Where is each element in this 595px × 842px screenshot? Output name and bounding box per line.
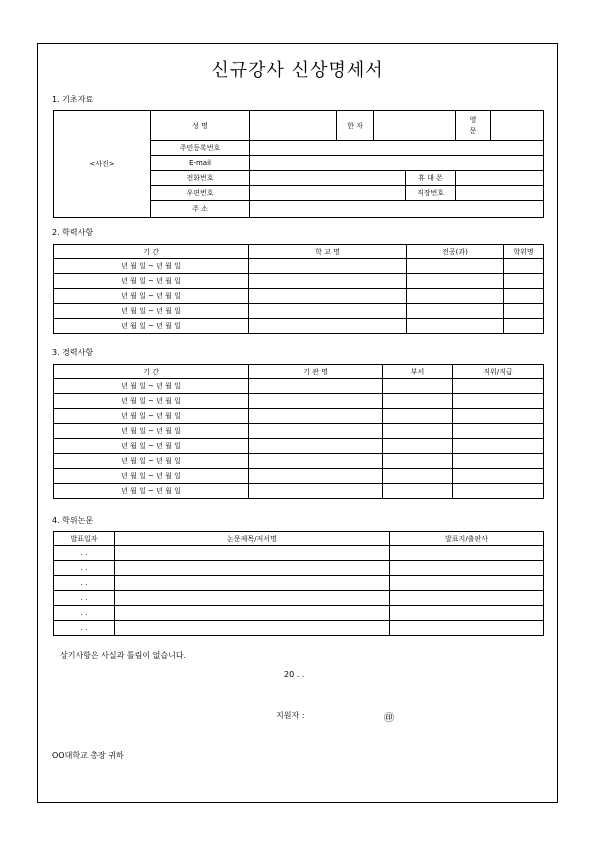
career-row-cell[interactable]: [249, 484, 383, 499]
section-career-heading: 3. 경력사항: [52, 348, 94, 357]
thesis-row-first-cell[interactable]: . .: [54, 621, 115, 636]
postal-field[interactable]: [250, 186, 406, 201]
career-row-cell[interactable]: [383, 439, 453, 454]
education-row-cell[interactable]: [504, 259, 544, 274]
career-row-cell[interactable]: [249, 409, 383, 424]
english-field[interactable]: [491, 111, 544, 141]
education-row: [54, 304, 544, 319]
education-row-cell[interactable]: [249, 274, 407, 289]
career-row: [54, 424, 544, 439]
education-row-cell[interactable]: [504, 319, 544, 334]
career-row-first-cell[interactable]: 년 월 일 ~ 년 월 일: [54, 439, 249, 454]
career-table: [53, 364, 544, 499]
education-row-cell[interactable]: [504, 274, 544, 289]
career-row: [54, 379, 544, 394]
email-field[interactable]: [250, 156, 544, 171]
thesis-row: [54, 591, 544, 606]
career-row-cell[interactable]: [453, 469, 544, 484]
education-row-cell[interactable]: [407, 274, 504, 289]
career-row-cell[interactable]: [383, 469, 453, 484]
thesis-row: [54, 561, 544, 576]
career-row-cell[interactable]: [453, 379, 544, 394]
thesis-row-cell[interactable]: [390, 621, 544, 636]
thesis-header-publisher: 발표지/출판사: [390, 532, 544, 546]
thesis-row-cell[interactable]: [390, 546, 544, 561]
career-header-dept: 부서: [383, 365, 453, 379]
thesis-row-cell[interactable]: [115, 576, 390, 591]
thesis-row: [54, 606, 544, 621]
career-row-first-cell[interactable]: 년 월 일 ~ 년 월 일: [54, 409, 249, 424]
career-row-cell[interactable]: [453, 409, 544, 424]
education-row-first-cell[interactable]: 년 월 일 ~ 년 월 일: [54, 304, 249, 319]
thesis-row-first-cell[interactable]: . .: [54, 561, 115, 576]
thesis-row: [54, 621, 544, 636]
career-row-cell[interactable]: [383, 379, 453, 394]
edu-header-major: 전공(과): [407, 245, 504, 259]
education-row-cell[interactable]: [407, 259, 504, 274]
thesis-row-cell[interactable]: [115, 591, 390, 606]
seal-mark: ㊞: [384, 713, 394, 724]
rrn-label: 주민등록번호: [151, 141, 250, 156]
thesis-table: [53, 531, 544, 636]
career-row-cell[interactable]: [383, 409, 453, 424]
edu-header-school: 학 교 명: [249, 245, 407, 259]
education-row-cell[interactable]: [249, 304, 407, 319]
career-header-period: 기 간: [54, 365, 249, 379]
mobile-field[interactable]: [456, 171, 544, 186]
postal-label: 우편번호: [151, 186, 250, 201]
career-row: [54, 439, 544, 454]
thesis-row-cell[interactable]: [390, 606, 544, 621]
declaration-text: 상기사항은 사실과 틀림이 없습니다.: [60, 651, 187, 660]
thesis-row: [54, 546, 544, 561]
section-basic-heading: 1. 기초자료: [52, 95, 94, 104]
form-title: 신규강사 신상명세서: [211, 60, 384, 81]
thesis-row-first-cell[interactable]: . .: [54, 546, 115, 561]
name-label: 성 명: [151, 111, 250, 141]
recipient-text: OO대학교 총장 귀하: [52, 751, 124, 760]
thesis-row-cell[interactable]: [390, 576, 544, 591]
education-row-cell[interactable]: [249, 289, 407, 304]
career-row-first-cell[interactable]: 년 월 일 ~ 년 월 일: [54, 424, 249, 439]
career-row-cell[interactable]: [249, 424, 383, 439]
edu-header-degree: 학위명: [504, 245, 544, 259]
hanja-label: 한 자: [337, 111, 374, 141]
career-row-cell[interactable]: [453, 424, 544, 439]
thesis-row-cell[interactable]: [390, 561, 544, 576]
work-phone-label: 직장번호: [406, 186, 456, 201]
education-row-cell[interactable]: [504, 289, 544, 304]
education-row-first-cell[interactable]: 년 월 일 ~ 년 월 일: [54, 259, 249, 274]
career-row-cell[interactable]: [383, 454, 453, 469]
career-row-first-cell[interactable]: 년 월 일 ~ 년 월 일: [54, 469, 249, 484]
education-row: [54, 289, 544, 304]
career-row-cell[interactable]: [383, 424, 453, 439]
thesis-row-first-cell[interactable]: . .: [54, 606, 115, 621]
education-row-cell[interactable]: [407, 319, 504, 334]
thesis-row-cell[interactable]: [115, 561, 390, 576]
address-label: 주 소: [151, 201, 250, 218]
education-row-cell[interactable]: [407, 289, 504, 304]
career-row-cell[interactable]: [453, 484, 544, 499]
career-row-cell[interactable]: [249, 469, 383, 484]
thesis-header-title: 논문제목/저서명: [115, 532, 390, 546]
edu-header-period: 기 간: [54, 245, 249, 259]
career-row-cell[interactable]: [249, 439, 383, 454]
career-row-cell[interactable]: [453, 439, 544, 454]
career-row: [54, 409, 544, 424]
education-row-cell[interactable]: [504, 304, 544, 319]
career-row-first-cell[interactable]: 년 월 일 ~ 년 월 일: [54, 484, 249, 499]
career-row-cell[interactable]: [383, 484, 453, 499]
career-row-cell[interactable]: [249, 454, 383, 469]
career-row: [54, 394, 544, 409]
career-row-cell[interactable]: [249, 394, 383, 409]
education-row-cell[interactable]: [249, 319, 407, 334]
education-row-cell[interactable]: [249, 259, 407, 274]
career-row: [54, 484, 544, 499]
education-row-cell[interactable]: [407, 304, 504, 319]
education-row: [54, 319, 544, 334]
career-header-org: 기 관 명: [249, 365, 383, 379]
career-header-position: 직위/직급: [453, 365, 544, 379]
english-label: 영 문: [456, 111, 491, 141]
applicant-label: 지원자 :: [276, 711, 305, 720]
mobile-label: 휴 대 폰: [406, 171, 456, 186]
career-row-first-cell[interactable]: 년 월 일 ~ 년 월 일: [54, 379, 249, 394]
section-education-heading: 2. 학력사항: [52, 228, 94, 237]
photo-placeholder[interactable]: <사진>: [54, 111, 151, 218]
thesis-row-cell[interactable]: [390, 591, 544, 606]
date-line[interactable]: 20 . .: [284, 670, 305, 679]
education-row-first-cell[interactable]: 년 월 일 ~ 년 월 일: [54, 319, 249, 334]
phone-label: 전화번호: [151, 171, 250, 186]
career-row: [54, 469, 544, 484]
section-thesis-heading: 4. 학위논문: [52, 516, 94, 525]
career-row-first-cell[interactable]: 년 월 일 ~ 년 월 일: [54, 454, 249, 469]
email-label: E-mail: [151, 156, 250, 171]
rrn-field[interactable]: [250, 141, 544, 156]
thesis-row-cell[interactable]: [115, 621, 390, 636]
career-row-first-cell[interactable]: 년 월 일 ~ 년 월 일: [54, 394, 249, 409]
education-table: [53, 244, 544, 334]
career-row: [54, 454, 544, 469]
education-row-first-cell[interactable]: 년 월 일 ~ 년 월 일: [54, 274, 249, 289]
education-row: [54, 259, 544, 274]
thesis-row-first-cell[interactable]: . .: [54, 576, 115, 591]
hanja-field[interactable]: [374, 111, 456, 141]
thesis-row-cell[interactable]: [115, 546, 390, 561]
address-field[interactable]: [250, 201, 544, 218]
education-row: [54, 274, 544, 289]
education-row-first-cell[interactable]: 년 월 일 ~ 년 월 일: [54, 289, 249, 304]
phone-field[interactable]: [250, 171, 406, 186]
career-row-cell[interactable]: [453, 394, 544, 409]
thesis-row: [54, 576, 544, 591]
career-row-cell[interactable]: [249, 379, 383, 394]
thesis-row-first-cell[interactable]: . .: [54, 591, 115, 606]
basic-info-table: [53, 110, 544, 218]
thesis-header-date: 발표일자: [54, 532, 115, 546]
career-row-cell[interactable]: [453, 454, 544, 469]
career-row-cell[interactable]: [383, 394, 453, 409]
work-phone-field[interactable]: [456, 186, 544, 201]
thesis-row-cell[interactable]: [115, 606, 390, 621]
name-field[interactable]: [250, 111, 337, 141]
